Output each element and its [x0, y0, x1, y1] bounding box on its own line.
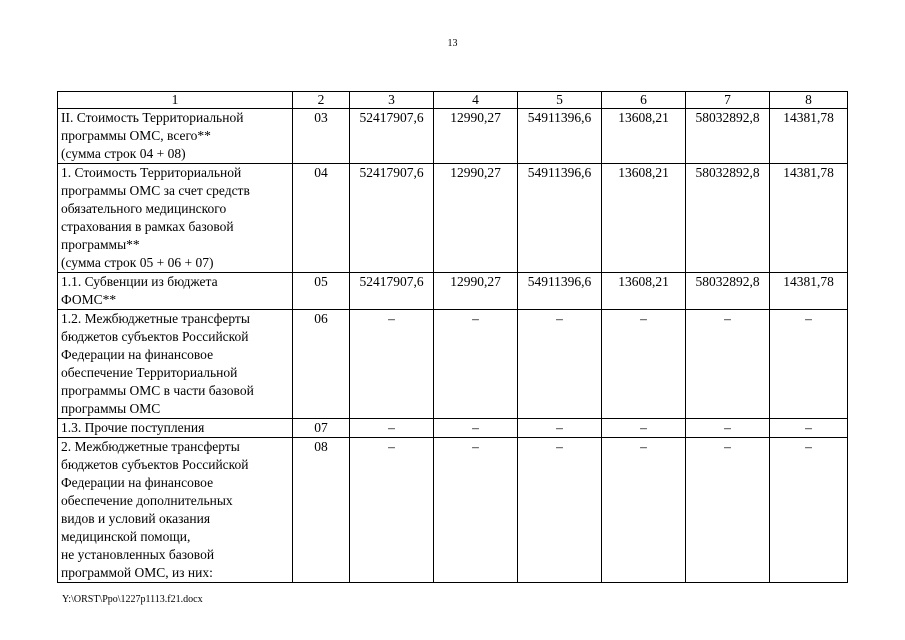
row-label-line: 1.2. Межбюджетные трансферты	[61, 311, 250, 326]
row-label-line: Федерации на финансовое	[61, 347, 214, 362]
row-label-line: программы ОМС	[61, 401, 161, 416]
row-label-line: программой ОМС, из них:	[61, 565, 213, 580]
value-cell: –	[518, 438, 602, 583]
table-row	[58, 438, 848, 583]
value-cell: –	[350, 438, 434, 583]
table-row	[58, 419, 848, 438]
value-cell: –	[602, 438, 686, 583]
header-cell: 6	[602, 92, 686, 109]
value-cell: 58032892,8	[686, 164, 770, 273]
value-cell: 14381,78	[770, 273, 848, 310]
row-label-line: 1. Стоимость Территориальной	[61, 165, 242, 180]
row-label-line: медицинской помощи,	[61, 529, 191, 544]
row-label-line: (сумма строк 04 + 08)	[61, 146, 186, 161]
header-cell: 5	[518, 92, 602, 109]
row-label-cell	[58, 419, 293, 438]
page-number: 13	[447, 38, 458, 49]
header-cell: 8	[770, 92, 848, 109]
row-code-cell: 06	[293, 310, 350, 419]
row-label-line: бюджетов субъектов Российской	[61, 457, 249, 472]
row-label-line: бюджетов субъектов Российской	[61, 329, 249, 344]
value-cell: 54911396,6	[518, 109, 602, 164]
value-cell: –	[770, 310, 848, 419]
value-cell: 54911396,6	[518, 164, 602, 273]
row-label-cell	[58, 109, 293, 164]
value-cell: –	[686, 419, 770, 438]
value-cell: 58032892,8	[686, 273, 770, 310]
row-label-line: программы ОМС в части базовой	[61, 383, 254, 398]
value-cell: –	[434, 310, 518, 419]
value-cell: –	[518, 310, 602, 419]
row-code-cell: 07	[293, 419, 350, 438]
row-label-line: программы ОМС, всего**	[61, 128, 211, 143]
value-cell: 14381,78	[770, 164, 848, 273]
row-label-line: видов и условий оказания	[61, 511, 211, 526]
row-code-cell: 05	[293, 273, 350, 310]
row-label-line: страхования в рамках базовой	[61, 219, 234, 234]
row-label-line: не установленных базовой	[61, 547, 215, 562]
row-label-cell	[58, 438, 293, 583]
row-label-line: обеспечение дополнительных	[61, 493, 233, 508]
value-cell: 13608,21	[602, 109, 686, 164]
row-label-line: 1.1. Субвенции из бюджета	[61, 274, 218, 289]
table-header-row	[58, 92, 848, 109]
header-cell: 2	[293, 92, 350, 109]
value-cell: 52417907,6	[350, 164, 434, 273]
value-cell: 58032892,8	[686, 109, 770, 164]
value-cell: –	[686, 310, 770, 419]
value-cell: –	[770, 438, 848, 583]
row-label-line: II. Стоимость Территориальной	[61, 110, 244, 125]
value-cell: –	[602, 419, 686, 438]
row-code-cell: 03	[293, 109, 350, 164]
table-row	[58, 164, 848, 273]
value-cell: 12990,27	[434, 273, 518, 310]
value-cell: –	[434, 419, 518, 438]
row-label-line: 2. Межбюджетные трансферты	[61, 439, 240, 454]
file-path-footer: Y:\ORST\Ppo\1227p1113.f21.docx	[62, 594, 203, 605]
value-cell: –	[350, 310, 434, 419]
header-cell: 1	[58, 92, 293, 109]
row-label-line: программы ОМС за счет средств	[61, 183, 250, 198]
value-cell: 13608,21	[602, 273, 686, 310]
row-label-line: Федерации на финансовое	[61, 475, 214, 490]
row-label-cell	[58, 310, 293, 419]
value-cell: 54911396,6	[518, 273, 602, 310]
row-code-cell: 04	[293, 164, 350, 273]
header-cell: 7	[686, 92, 770, 109]
data-table	[57, 91, 848, 583]
value-cell: –	[686, 438, 770, 583]
row-label-line: (сумма строк 05 + 06 + 07)	[61, 255, 214, 270]
row-label-cell	[58, 164, 293, 273]
value-cell: –	[602, 310, 686, 419]
row-label-line: обязательного медицинского	[61, 201, 227, 216]
row-label-line: программы**	[61, 237, 140, 252]
value-cell: 52417907,6	[350, 273, 434, 310]
header-cell: 3	[350, 92, 434, 109]
value-cell: 12990,27	[434, 164, 518, 273]
table-row	[58, 109, 848, 164]
row-label-line: 1.3. Прочие поступления	[61, 420, 205, 435]
table-row	[58, 310, 848, 419]
value-cell: 13608,21	[602, 164, 686, 273]
value-cell: –	[770, 419, 848, 438]
row-label-line: обеспечение Территориальной	[61, 365, 238, 380]
value-cell: 12990,27	[434, 109, 518, 164]
value-cell: 52417907,6	[350, 109, 434, 164]
value-cell: –	[350, 419, 434, 438]
header-cell: 4	[434, 92, 518, 109]
row-label-line: ФОМС**	[61, 292, 117, 307]
row-code-cell: 08	[293, 438, 350, 583]
value-cell: –	[518, 419, 602, 438]
value-cell: –	[434, 438, 518, 583]
value-cell: 14381,78	[770, 109, 848, 164]
row-label-cell	[58, 273, 293, 310]
table-row	[58, 273, 848, 310]
